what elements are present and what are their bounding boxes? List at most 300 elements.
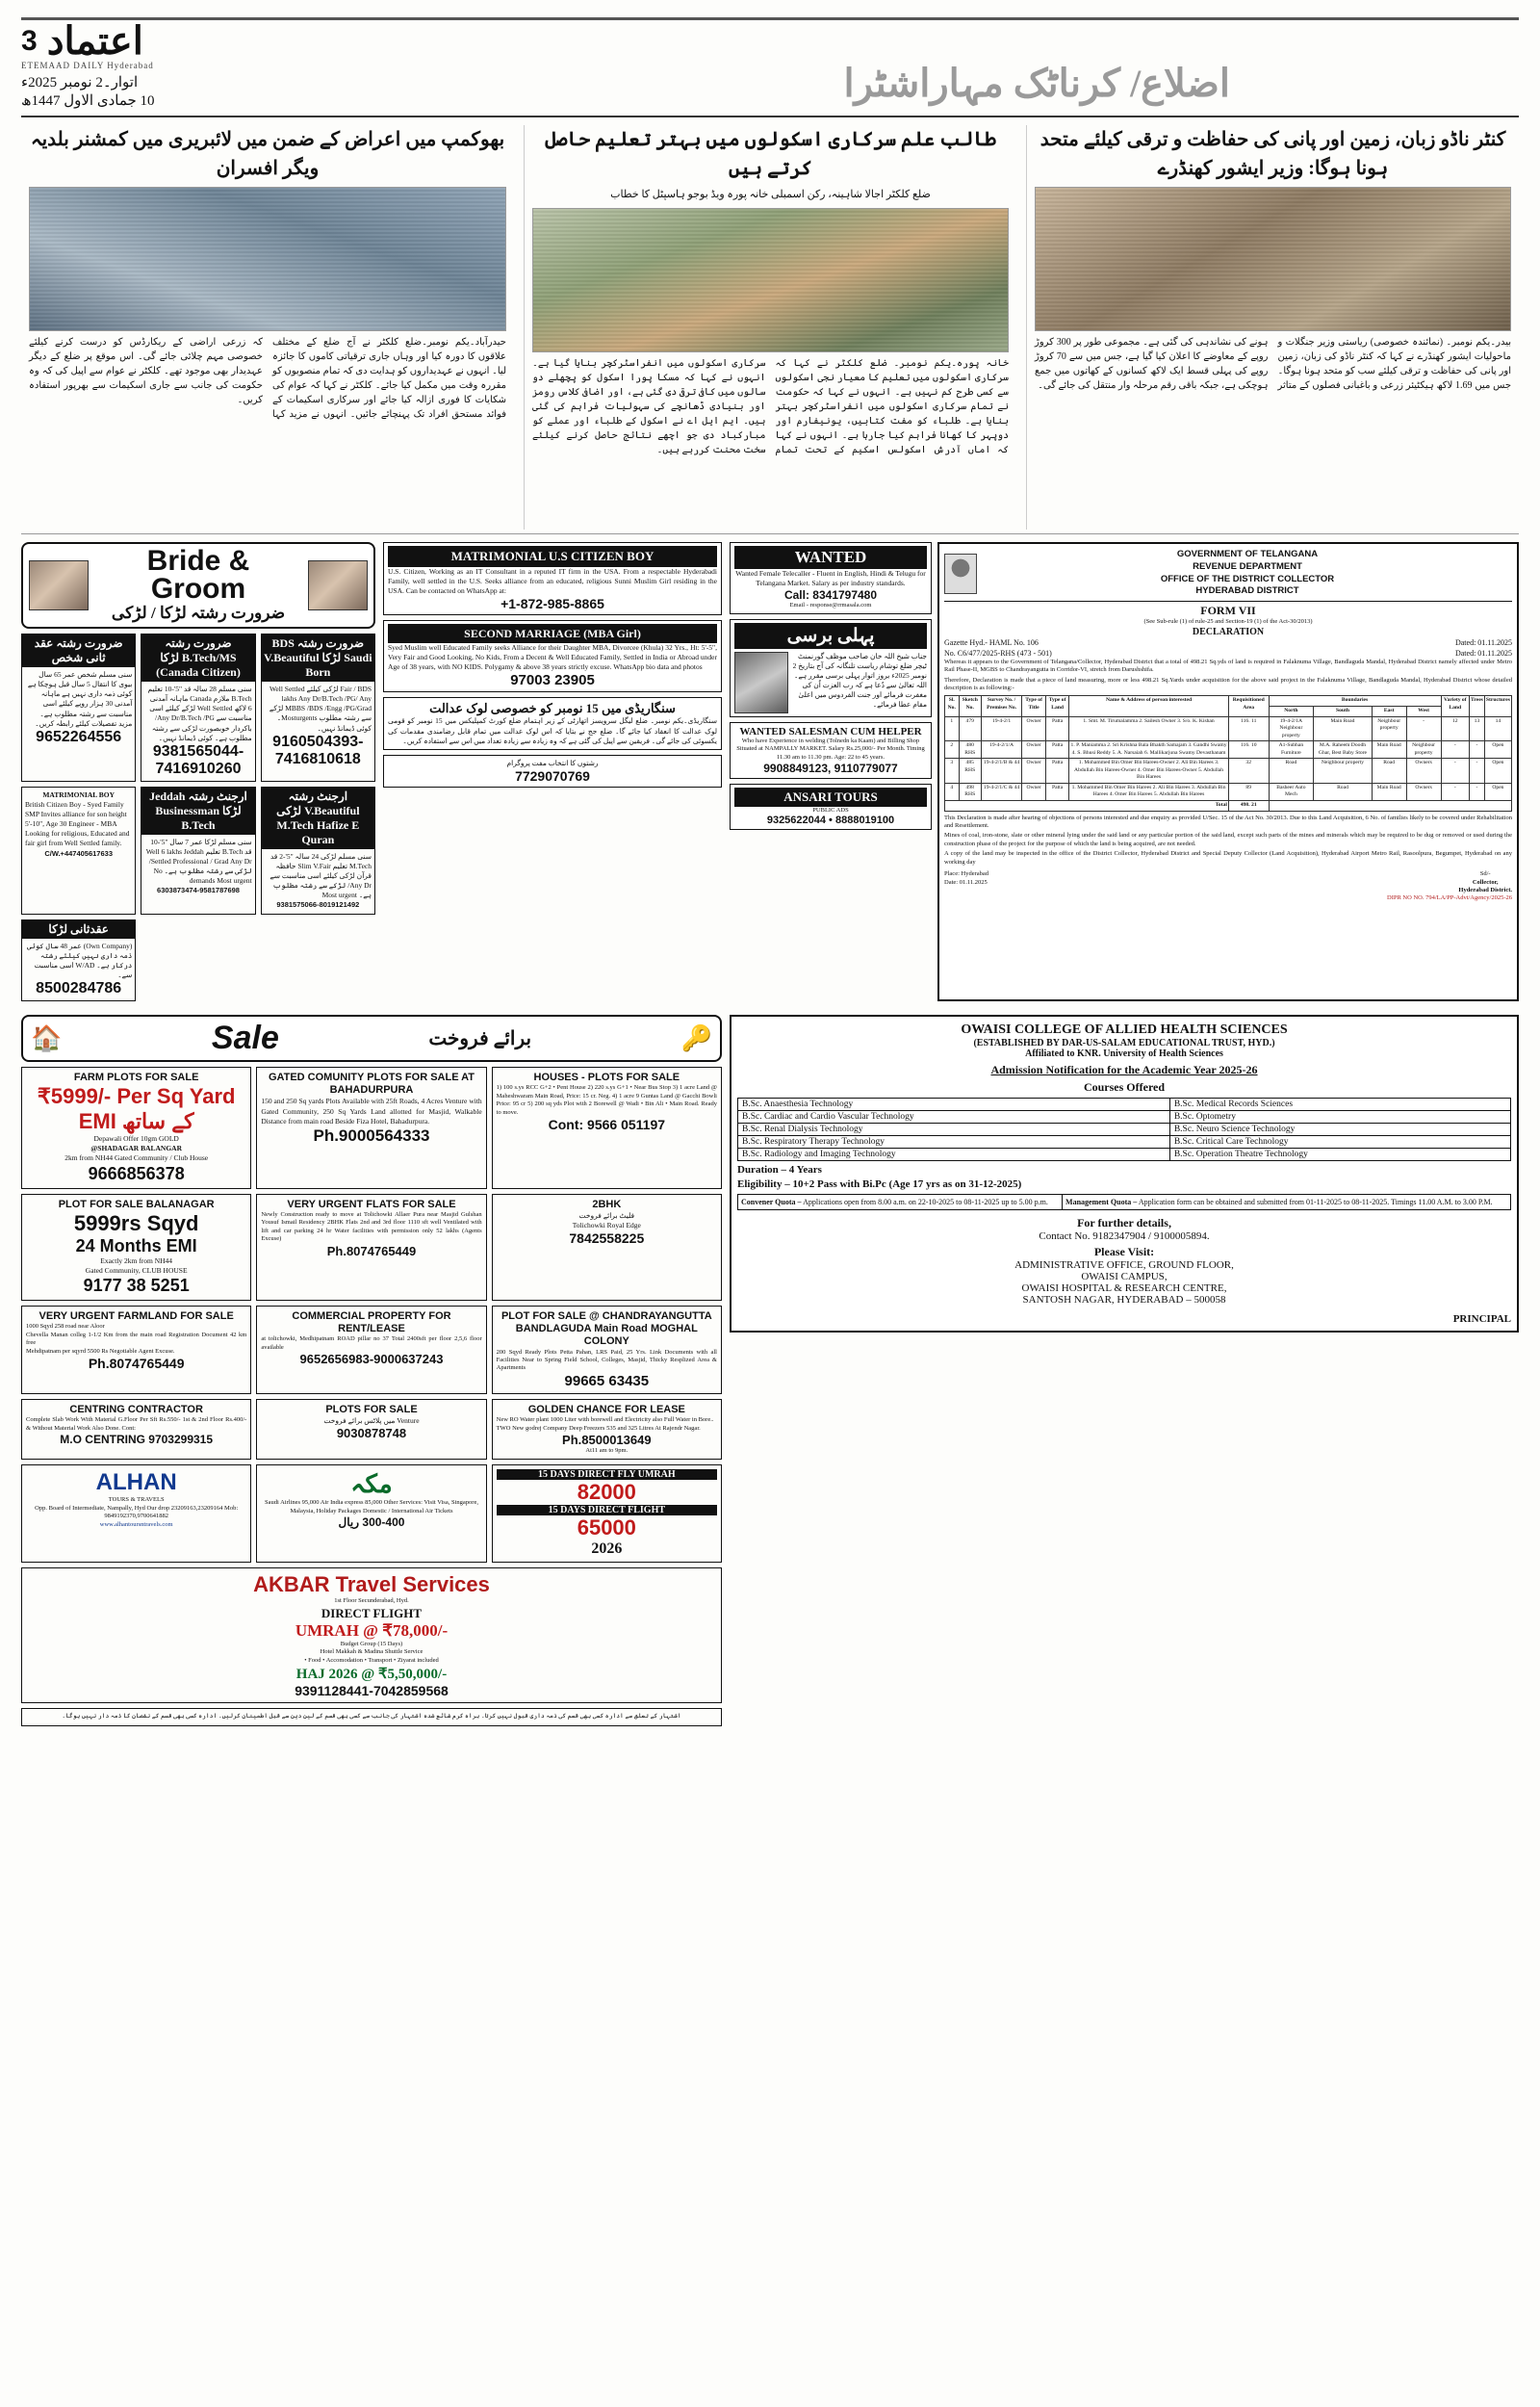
us-citizen-ad[interactable] — [383, 542, 722, 615]
news-photo — [29, 187, 506, 331]
course-right: B.Sc. Operation Theatre Technology — [1169, 1149, 1510, 1161]
ad-body: فلیٹ برائے فروخت — [578, 1210, 635, 1220]
total-label: Total — [945, 801, 1229, 812]
cell-south: M.A. Raheem Doodh Ghar, Best Baby Store — [1314, 741, 1372, 759]
ad-title: MATRIMONIAL BOY — [42, 789, 115, 799]
matrimonial-ad-grid — [21, 634, 375, 1001]
ad-body2: Chevella Manan colleg 1-1/2 Km from the main road Registration Document 42 km free — [26, 1331, 247, 1347]
signature-sd: Sd/- — [1479, 870, 1491, 878]
cell-survey: 19-4-2/1 — [981, 716, 1021, 741]
property-section — [21, 1009, 722, 1726]
quota-row — [738, 1195, 1511, 1210]
cell-structures: Open — [1484, 759, 1511, 784]
ad-phone[interactable]: 99665 63435 — [564, 1372, 650, 1389]
ad-title: ارجنٹ رشتہ Jeddah لڑکا Businessman B.Tech — [141, 788, 254, 835]
bride-groom-title-en: Bride & Groom — [146, 545, 250, 605]
ad-title: VERY URGENT FLATS FOR SALE — [287, 1198, 456, 1210]
alhan-travel-ad[interactable] — [21, 1464, 251, 1563]
ad-line3: Budget Group (15 Days) — [340, 1640, 403, 1647]
course-right: B.Sc. Medical Records Sciences — [1169, 1099, 1510, 1111]
course-right: B.Sc. Critical Care Technology — [1169, 1136, 1510, 1149]
course-row — [738, 1099, 1511, 1111]
college-address-4: SANTOSH NAGAR, HYDERABAD – 500058 — [1022, 1294, 1226, 1306]
cell-sketch: 479 — [959, 716, 981, 741]
ad-subtitle: 1st Floor Secunderabad, Hyd. — [334, 1597, 409, 1605]
lower-section — [21, 1009, 1519, 1726]
gazette-date: Dated: 01.11.2025 — [1454, 637, 1512, 647]
cell-area: 32 — [1228, 759, 1269, 784]
col-structures: Structures — [1484, 696, 1511, 716]
ad-body: سنی مسلم 28 سالہ قد "5'-10 تعلیم B.Tech ملازم Canada ماہانہ آمدنی 6 لاکھ Well Settled لڑکے کیلئے اسی مناسبت سے Any Dr/B.Tech /PG/ باکردار خوبصورت لڑکی سے رشتہ مطلوب ہے۔ کوئی ڈیمانڈ نہیں۔ — [147, 685, 252, 742]
ad-subtitle: PUBLIC ADS — [812, 807, 849, 814]
ad-phone[interactable]: 7729070769 — [515, 767, 590, 784]
cell-sl: 1 — [945, 716, 960, 741]
cell-trees: - — [1470, 783, 1485, 800]
bride-groom-text — [96, 545, 300, 623]
col-variety: Variety of Land — [1441, 696, 1469, 716]
ad-phone[interactable]: 9652264556 — [36, 728, 122, 745]
property-ad[interactable] — [492, 1194, 722, 1301]
table-row — [945, 716, 1512, 741]
section-title: اضلاع/ کرناٹک مہاراشٹرا — [843, 62, 1230, 105]
news-photo — [532, 208, 1009, 352]
ad-title: عقدثانی لڑکا — [22, 920, 135, 939]
admission-notification: Admission Notification for the Academic Year 2025-26 — [990, 1063, 1258, 1076]
ad-website[interactable]: www.alhantoursntravels.com — [99, 1520, 173, 1528]
signature-designation: Collector, — [1472, 878, 1499, 886]
ad-phone[interactable]: 9381575066-8019121492 — [276, 900, 360, 910]
umrah-offer-ad[interactable] — [492, 1464, 722, 1563]
property-ad[interactable] — [256, 1306, 486, 1394]
disclaimer-box — [21, 1708, 722, 1725]
courses-table — [737, 1098, 1511, 1161]
bride-groom-banner — [21, 542, 375, 629]
total-empty — [1269, 801, 1511, 812]
notice-date: Dated: 01.11.2025 — [1454, 648, 1512, 658]
cell-variety: - — [1441, 783, 1469, 800]
cell-south: Road — [1314, 783, 1372, 800]
cell-variety: - — [1441, 741, 1469, 759]
ad-body: British Citizen Boy - Syed Family SMP Invites alliance for son height 5'-10", Age 30 Engineer - MBA Looking for religious, Educated and fair girl from Well Settled family. — [25, 799, 130, 848]
college-affiliation: Affiliated to KNR. University of Health Sciences — [1025, 1048, 1223, 1059]
ad-phone[interactable]: Ph.8074765449 — [326, 1243, 417, 1258]
course-left: B.Sc. Cardiac and Cardio Vascular Technology — [738, 1111, 1170, 1124]
declaration-label: DECLARATION — [1192, 626, 1265, 637]
cell-east: Neighbour property — [1372, 716, 1406, 741]
govt-para-1: Whereas it appears to the Government of Telangana/Collector, Hyderabad District that a total of 498.21 Sq.yds of land is required in Falaknuma Village, Bandlaguda Mandal, Hyderabad District namely affected under Metro Rail Phase-II, MGBS to Chandrayangutta in Corridor-VI, stretch from Darushshifa. — [944, 658, 1512, 674]
travel-ads-grid — [21, 1464, 722, 1563]
ad-email[interactable]: Email - response@rrmasala.com — [789, 602, 872, 609]
ad-phone[interactable]: 9391128441-7042859568 — [295, 1683, 449, 1699]
news-subheadline: ضلع کلکٹر اجالا شاہینہ، رکن اسمبلی خانہ پورہ ویڈ بوجو ہاسپٹل کا خطاب — [610, 189, 931, 200]
cell-south: Neighbour property — [1314, 759, 1372, 784]
ad-body: New RO Water plant 1000 Liter with borewell and Electricity also Full Water in Bore.. — [496, 1416, 714, 1424]
ad-subtitle: TOURS & TRAVELS — [108, 1496, 165, 1504]
col-east: East — [1372, 706, 1406, 716]
ad-phone[interactable]: 9908849123, 9110779077 — [763, 762, 898, 775]
owaisi-college-ad[interactable] — [730, 1015, 1519, 1333]
cell-trees: - — [1470, 741, 1485, 759]
cell-survey: 19-4-2/1/C & 44 — [981, 783, 1021, 800]
cell-person: 1. Smt. M. Tirumalamma 2. Sailesh Owner 3. S/o. K. Kishan — [1069, 716, 1229, 741]
ad-title: ضرورت رشتہ B.Tech/MS لڑکا (Canada Citizen) — [141, 634, 254, 682]
wanted-telecaller-ad[interactable] — [730, 542, 932, 614]
matrimonial-ad[interactable] — [261, 787, 375, 915]
ad-phone[interactable]: 9666856378 — [88, 1163, 185, 1183]
ad-line3: @SHADAGAR BALANGAR — [90, 1144, 183, 1153]
ad-phone[interactable]: 9652656983-9000637243 — [299, 1352, 444, 1367]
offer-price-2: 65000 — [577, 1515, 636, 1540]
table-total-row — [945, 801, 1512, 812]
property-ad[interactable] — [492, 1306, 722, 1394]
cell-trees: 13 — [1470, 716, 1485, 741]
college-contact[interactable]: Contact No. 9182347904 / 9100005894. — [1039, 1230, 1210, 1242]
college-eligibility: Eligibility – 10+2 Pass with Bi.Pc (Age 17 yrs as on 31-12-2025) — [737, 1178, 1022, 1190]
property-ad[interactable] — [21, 1399, 251, 1461]
house-icon: 🏠 — [31, 1023, 63, 1052]
court-notice — [383, 697, 722, 749]
cell-area: 89 — [1228, 783, 1269, 800]
course-left: B.Sc. Anaesthesia Technology — [738, 1099, 1170, 1111]
news-body — [532, 356, 1009, 457]
col-land-type: Type of Land — [1045, 696, 1068, 716]
ad-brand: AKBAR Travel Services — [253, 1572, 490, 1597]
news-column-center — [524, 125, 1016, 530]
ad-body: Saudi Airlines 95,000 Air India express 85,000 Other Services: Visit Visa, Singapore, Malaysia, Holiday Packages Domestic / International Air Tickets — [265, 1499, 478, 1514]
news-body-part2: جس میں 1.69 لاکھ ہیکٹیئر زرعی و باغبانی فصلوں کے متاثر ہونے کی نشاندہی کی گئی ہے۔ مجموعی طور پر 300 کروڑ روپے کے معاوضے کا اعلان کیا گیا ہے، جس میں سے 70 کروڑ روپے کی پہلی قسط ایک لاکھ کسانوں کے کھاتوں میں جمع ہوچکی ہے، جبکہ باقی رقم مرحلہ وار منتقل کی جائے گی۔ — [1035, 337, 1511, 391]
col-north: North — [1269, 706, 1314, 716]
ad-phone[interactable]: Ph.8500013649 — [562, 1432, 652, 1447]
ad-price: 5999rs Sqyd — [73, 1210, 199, 1235]
ad-title: HOUSES - PLOTS FOR SALE — [533, 1072, 680, 1083]
ad-line1: DIRECT FLIGHT — [321, 1605, 423, 1620]
govt-line-1: GOVERNMENT OF TELANGANA — [1176, 549, 1319, 559]
government-notice — [937, 542, 1519, 1001]
ad-body: 1000 Sqyd 258 road near Aloor — [26, 1323, 105, 1331]
please-visit: Please Visit: — [1093, 1245, 1155, 1258]
ad-phone[interactable]: 8500284786 — [36, 980, 122, 996]
ad-price: ₹5999/- Per Sq Yard EMI کے ساتھ — [37, 1084, 236, 1134]
property-ad[interactable] — [256, 1067, 486, 1189]
property-ads-grid — [21, 1067, 722, 1460]
ad-phone[interactable]: Cont: 9566 051197 — [548, 1116, 666, 1132]
table-row — [945, 783, 1512, 800]
cell-title: Owner — [1022, 741, 1046, 759]
ad-title: 2BHK — [592, 1198, 622, 1210]
notice-number-row — [944, 648, 1512, 659]
property-ad[interactable] — [21, 1194, 251, 1301]
offer-title-1: 15 DAYS DIRECT FLY UMRAH — [497, 1469, 717, 1480]
course-row — [738, 1149, 1511, 1161]
college-duration: Duration – 4 Years — [737, 1164, 822, 1176]
cell-person: 1. Mohammed Bin Omer Bin Harees 2. Ali Bin Harees 3. Abdullah Bin Harees 4. Omer Bin Harees 5. Abdullah Bin Harees — [1069, 783, 1229, 800]
ad-phone[interactable]: 9030878748 — [336, 1426, 407, 1441]
ad-title: ضرورت رشتہ BDS Saudi لڑکا V.Beautiful Born — [262, 634, 374, 682]
col-sl: Sl. No. — [945, 696, 960, 716]
memorial-ad — [730, 619, 932, 717]
course-row — [738, 1111, 1511, 1124]
groom-photo — [308, 560, 368, 610]
ad-title: PLOT FOR SALE @ CHANDRAYANGUTTA BANDLAGUDA Main Road MOGHAL COLONY — [500, 1310, 712, 1348]
col-area: Requisitioned Area — [1228, 696, 1269, 716]
cell-sketch: 485 RHS — [959, 759, 981, 784]
matrimonial-ad[interactable] — [141, 634, 255, 782]
cell-title: Owner — [1022, 783, 1046, 800]
government-emblem-icon — [944, 554, 977, 594]
cell-west: Owners — [1406, 783, 1441, 800]
news-body-part2: انہوں نے مزید کہا کہ زرعی اراضی کے ریکارڈس کو درست کرنے کیلئے خصوصی مہم چلائی جائے گی۔ اس موقع پر ضلع کے دیگر عہدیدار بھی موجود تھے۔ کلکٹر نے عوام سے اپیل کی کہ وہ حکومت کی جانب سے جاری اسکیمات سے بھرپور استفادہ کریں۔ — [29, 337, 346, 420]
news-column-right — [21, 125, 514, 530]
offer-price-1: 82000 — [577, 1480, 636, 1505]
property-ad[interactable] — [492, 1067, 722, 1189]
matrimonial-ad[interactable] — [141, 787, 255, 915]
property-ad[interactable] — [21, 1306, 251, 1394]
ad-title: FARM PLOTS FOR SALE — [73, 1072, 199, 1083]
news-headline: طالب علم سرکاری اسکولوں میں بہتر تعلیم حاصل کرتے ہیں — [545, 129, 996, 179]
property-ad[interactable] — [256, 1194, 486, 1301]
cell-land: Patta — [1045, 741, 1068, 759]
ad-haj-price: HAJ 2026 @ ₹5,50,000/- — [295, 1667, 448, 1683]
cell-east: Main Road — [1372, 741, 1406, 759]
ad-title: GOLDEN CHANCE FOR LEASE — [527, 1403, 685, 1415]
further-details: For further details, — [1077, 1216, 1171, 1229]
ad-phone[interactable]: M.O CENTRING 9703299315 — [60, 1432, 214, 1446]
ad-title: ضرورت رشتہ عقد ثانی شخص — [22, 634, 135, 667]
memorial-title: پہلی برسی — [734, 623, 927, 649]
cell-survey: 19-4-2/1/A — [981, 741, 1021, 759]
college-address-3: OWAISI HOSPITAL & RESEARCH CENTRE, — [1021, 1282, 1227, 1294]
ad-title: MATRIMONIAL U.S CITIZEN BOY — [388, 546, 717, 567]
ad-phone[interactable]: 7842558225 — [569, 1230, 645, 1246]
col-west: West — [1406, 706, 1441, 716]
govt-para-2: Therefore, Declaration is made that a piece of land measuring, more or less 498.21 Sq.Yards under acquisition for the above said project in the Falaknuma Village, Bandlaguda Mandal, Hyderabad District whose detailed description is as following:- — [944, 676, 1512, 691]
matrimonial-ad[interactable] — [261, 634, 375, 782]
ad-title: COMMERCIAL PROPERTY FOR RENT/LEASE — [292, 1310, 451, 1335]
ad-title: WANTED — [734, 546, 927, 569]
matrimonial-ad[interactable] — [21, 919, 136, 1002]
news-body — [29, 335, 506, 422]
ad-body: Newly Construction ready to move at Tolichowki Allaer Pura near Masjid Gulshan Yousuf Ismail Residency 2BHK Flats 2nd and 3rd floor 1110 sft well Ventilated with lift and car parking 24 hr Water facilities with permission only 52 lakhs (Agents Excuse) — [261, 1210, 482, 1243]
management-quota-cell — [1063, 1195, 1511, 1210]
cell-north: Road — [1269, 759, 1314, 784]
ad-line3: Exactly 2km from NH44 — [100, 1255, 173, 1265]
college-established: (ESTABLISHED BY DAR-US-SALAM EDUCATIONAL TRUST, HYD.) — [973, 1038, 1275, 1048]
cell-area: 116. 11 — [1228, 716, 1269, 741]
ad-body: 1) 100 s.ys RCC G+2 • Pent House 2) 220 s.ys G+1 • Near Bus Stop 3) 1 acre Land @ Maheshwaram Main Road, Price: 15 cr. Neg. 4) 1 acre 9 Guntas Land @ Gacchi Bowli Price: 95 cr 5) 200 sq yds Plot with 2 Borewell @ Wadi • Bin Ali • Main Road. Ready to move. — [496, 1084, 717, 1116]
property-ad[interactable] — [21, 1067, 251, 1189]
akbar-travel-ad[interactable] — [21, 1567, 722, 1703]
govt-footer-1: This Declaration is made after hearing of objections of persons interested and due enquiry as provided U/Sec. 15 of the Act No. 30/2013. Due to this Land Acquisition, 6 No. of families likely to be covered under Rehabilitation and Resettlement. — [944, 814, 1512, 829]
news-body-part2: انہوں نے کہا کہ اماں آدرش اسکولس اسکیم کے تحت تمام سرکاری اسکولوں میں انفراسٹرکچر بنایا گیا ہے۔ انہوں نے کہا کہ مسکا پورا اسکول کو پچھلے دو سالوں میں کافی ترقی دی گئی ہے، اور اضافی کلاس رومز اور بنیادی ڈھانچے کی سہولیات فراہم کی گئی ہیں۔ ایم ایل اے نے اسکول کے طلباء اور عملے کو مبارکباد دی جو اچھے نتائج حاصل کرنے کیلئے سخت محنت کررہے ہیں۔ — [532, 357, 1009, 455]
ad-phone[interactable]: C/W.+447405617633 — [44, 848, 113, 858]
cell-sl: 3 — [945, 759, 960, 784]
ad-body: Who have Experience in welding (Tolnedn ka Kaam) and Billing Shop Situated at NAMPALLY MARKET. Salary Rs.25,000/- Per Month. Timing 11.30 am to 11.30 pm. Age: 22 to 45 years. — [736, 737, 925, 761]
ad-phone[interactable]: 6303873474-9581787698 — [157, 886, 240, 895]
ad-phone[interactable]: 9325622044 • 8888019100 — [766, 815, 895, 827]
ad-body: Wanted Female Telecaller - Fluent in English, Hindi & Telugu for Telangana Market. Salary as per industry standards. — [735, 569, 926, 588]
course-right: B.Sc. Optometry — [1169, 1111, 1510, 1124]
ad-phone[interactable]: Call: 8341797480 — [783, 588, 878, 603]
form-title: FORM VII — [1200, 604, 1256, 618]
govt-footer-3: A copy of the land may be inspected in the office of the District Collector, Hyderabad District and Special Deputy Collector (Land Acquisition), Hyderabad Airport Metro Rail, Rasoolpura, Begumpet, Hyderabad on any working day — [944, 850, 1512, 866]
page-number: 3 — [21, 25, 38, 57]
sale-title-en: Sale — [211, 1020, 279, 1056]
cell-west: Owners — [1406, 759, 1441, 784]
makkah-travel-ad[interactable] — [256, 1464, 486, 1563]
management-label: Management Quota – — [1065, 1198, 1138, 1206]
center-ads-column — [383, 542, 722, 1001]
property-ad[interactable] — [492, 1399, 722, 1461]
ad-body: سنی مسلم لڑکا عمر 7 سال "5'-10 قد B.Tech تعلیم Well 6 lakhs Jeddah Settled Professional / Grad Any Dr/ لڑکی سے رشتہ مطلوب ہے۔ No demands Most urgent — [145, 837, 252, 886]
ad-phone[interactable]: 9160504393-7416810618 — [272, 733, 364, 767]
cell-west: - — [1406, 716, 1441, 741]
signature-district: Hyderabad District. — [1458, 887, 1512, 894]
cell-sl: 2 — [945, 741, 960, 759]
wanted-salesman-ad[interactable] — [730, 722, 932, 779]
masthead-logo-row — [21, 19, 143, 63]
ad-title: ارجنٹ رشتہ V.Beautiful لڑکی M.Tech Hafize E Quran — [262, 788, 374, 849]
principal-signature: PRINCIPAL — [1452, 1313, 1511, 1325]
govt-footer-2: Mines of coal, iron-stone, slate or other mineral lying under the said land or any particular portion of the said land, except such parts of the mines and minerals which may be required to be dug or removed or used during the construction phase of the project for the purpose of which the land is being acquired, are not needed. — [944, 832, 1512, 847]
notice-title: سنگاریڈی میں 15 نومبر کو خصوصی لوک عدالت — [429, 701, 676, 716]
top-news-grid — [21, 125, 1519, 530]
sale-banner — [21, 1015, 722, 1062]
ad-body: 150 and 250 Sq yards Plots Available with 25ft Roads, 4 Acres Venture with Gated Community, 250 Sq Yards Land allotted for Masjid, Walkable Distance from main road Beside Fiza Hotel, Bahadurpura. — [261, 1097, 482, 1126]
ad-phone[interactable]: Ph.9000564333 — [313, 1126, 430, 1145]
newspaper-logo: اعتماد — [46, 19, 143, 63]
matrimonial-section — [21, 542, 375, 1001]
right-ads-column — [730, 542, 1519, 1001]
ad-timing: At11 am to 9pm. — [585, 1446, 629, 1454]
course-left: B.Sc. Radiology and Imaging Technology — [738, 1149, 1170, 1161]
gazette-row — [944, 637, 1512, 648]
cell-variety: 12 — [1441, 716, 1469, 741]
cell-sketch: 480 RHS — [959, 741, 981, 759]
course-row — [738, 1136, 1511, 1149]
offer-year: 2026 — [591, 1540, 623, 1558]
ad-title: WANTED SALESMAN CUM HELPER — [739, 725, 922, 738]
news-body-part1: بیدر۔یکم نومبر۔ (نمائندہ خصوصی) ریاستی وزیر جنگلات و ماحولیات ایشور کھنڈرے نے کہا کہ کنٹر ناڈو کی زبان، زمین اور پانی کی حفاظت و ترقی کیلئے سب کو متحد ہونا ہوگا۔ — [1277, 337, 1511, 376]
table-row — [945, 759, 1512, 784]
convener-label: Convener Quota – — [741, 1198, 802, 1206]
course-left: B.Sc. Respiratory Therapy Technology — [738, 1136, 1170, 1149]
ad-phone[interactable]: 9381565044-7416910260 — [152, 742, 244, 777]
cell-variety: - — [1441, 759, 1469, 784]
ad-body: Syed Muslim well Educated Family seeks Alliance for their Daughter MBA, Divorcee (Khula) 32 Yrs., Ht: 5'-5", Very Fair and Good Looking, No Kids, From a Decent & Well Educated Family, Settled in India or Abroad under Age of 38 years, with NO KIDS. Polygamy & above 38 years strictly excuse. WhatsApp bio data and photos — [388, 643, 717, 672]
ad-umrah-price: UMRAH @ ₹78,000/- — [295, 1620, 449, 1640]
ad-line2: Tolichowki Royal Edge — [572, 1220, 641, 1229]
cell-south: Main Road — [1314, 716, 1372, 741]
college-section — [730, 1009, 1519, 1726]
ad-body: Venture میں پلاٹس برائے فروخت — [323, 1416, 420, 1426]
ad-body: سنی مسلم شخص عمر 65 سال بیوی کا انتقال 5 سال قبل ہوچکا ہے کوئی ذمہ داری نہیں ہے ماہانہ آمدنی 30 ہزار روپے کیلئے اسی مناسبت سے رشتہ مطلوب ہے۔ مزید تفصیلات کیلئے رابطہ کریں۔ — [27, 670, 133, 728]
news-body-part1: خانہ پورہ۔یکم نومبر۔ ضلع کلکٹر نے کہا کہ سرکاری اسکولوں میں تعلیم کا معیار نجی اسکولوں سے کسی طرح کم نہیں ہے۔ انہوں نے کہا کہ حکومت نے تمام سرکاری اسکولوں میں انفراسٹرکچر بہتر بنایا ہے۔ طلباء کو مفت کتابیں، یونیفارم اور دوپہر کا کھانا فراہم کیا جارہا ہے۔ — [775, 357, 1010, 441]
course-row — [738, 1124, 1511, 1136]
ad-body2: TWO New godrej Company Deep Freezers 535 and 325 Litres At Rajendr Nagar. — [496, 1424, 701, 1432]
govt-place-date — [944, 870, 988, 894]
news-headline: بھوکمپ میں اعراض کے ضمن میں لائبریری میں کمشنر بلدیہ ویگر افسران — [30, 129, 505, 179]
ad-phone[interactable]: 9177 38 5251 — [83, 1276, 190, 1295]
convener-quota-cell — [738, 1195, 1063, 1210]
ad-phone[interactable]: Ph.8074765449 — [88, 1355, 185, 1371]
govt-place: Place: Hyderabad — [944, 870, 989, 878]
lottery-ad[interactable] — [383, 755, 722, 788]
col-person: Name & Address of person interested — [1069, 696, 1229, 716]
gazette-number: Gazette Hyd.- HAML No. 106 — [944, 637, 1039, 647]
cell-sl: 4 — [945, 783, 960, 800]
ad-title: SECOND MARRIAGE (MBA Girl) — [388, 624, 717, 643]
ad-title: PLOT FOR SALE BALANAGAR — [58, 1198, 215, 1210]
masthead — [21, 17, 1519, 110]
course-right: B.Sc. Neuro Science Technology — [1169, 1124, 1510, 1136]
news-body — [1035, 335, 1511, 393]
matrimonial-ad[interactable] — [21, 787, 136, 915]
form-subtitle: (See Sub-rule (1) of rule-25 and Section-19 (1) of the Act-30/2013) — [1143, 618, 1313, 626]
bride-groom-title-ur: ضرورت رشتہ لڑکا / لڑکی — [111, 604, 286, 622]
memorial-body: جناب شیخ اللہ خان صاحب موظف گورنمنٹ ٹیچر ضلع توشام ریاست تلنگانہ کی آج بتاریخ 2 نومبر 2025ء بروز اتوار پہلی برسی مقرر ہے۔ اللہ تعالیٰ سے دُعا ہے کہ رب العزت اُن کی مغفرت فرمائے اور جنت الفردوس میں اعلیٰ مقام عطا فرمائے۔ — [792, 651, 927, 710]
footer-disclaimer: اشتہار کے تعلق سے ادارہ کسی بھی قسم کی ذمہ داری قبول نہیں کرتا۔ براہ کرم شائع شدہ اشتہار کی جانب سے کسی بھی قسم کے لین دین سے قبل اطمینان کرلیں۔ ادارہ کسی بھی قسم کے نقصان کا ذمہ دار نہیں ہوگا۔ — [62, 1713, 681, 1721]
news-headline: کنٹر ناڈو زبان، زمین اور پانی کی حفاظت و ترقی کیلئے متحد ہونا ہوگا: وزیر ایشور کھنڈرے — [1040, 129, 1506, 179]
ad-phone[interactable]: 97003 23905 — [510, 672, 595, 689]
govt-line-4: HYDERABAD DISTRICT — [1195, 585, 1299, 597]
govt-header-text — [983, 549, 1512, 598]
hijri-date: 10 جمادی الاول 1447ھ — [21, 93, 155, 109]
cell-sketch: 498 RHS — [959, 783, 981, 800]
courses-heading: Courses Offered — [1083, 1080, 1166, 1094]
cell-north: 19-4-2/1A Neighbour property — [1269, 716, 1314, 741]
col-sketch: Sketch No. — [959, 696, 981, 716]
col-boundaries: Boundaries — [1269, 696, 1441, 707]
wanted-ads-column — [730, 542, 932, 1001]
ad-line2: Depawali Offer 10gm GOLD — [93, 1134, 179, 1144]
col-survey: Survey No. / Premises No. — [981, 696, 1021, 716]
publication-date: اتوار۔2 نومبر 2025ء — [21, 75, 139, 91]
cell-structures: 14 — [1484, 716, 1511, 741]
govt-line-2: REVENUE DEPARTMENT — [1193, 560, 1302, 572]
ad-body: U.S. Citizen, Working as an IT Consultant in a reputed IT firm in the USA. From a respectable Hyderabadi Family, well settled in the U.S. Seeks alliance from an educated, religious Sunni Muslim Girl residing in the USA. Can be contacted on WhatsApp at: — [388, 566, 717, 595]
ad-body: at tolichowki, Medhipatnam ROAD pillar no 37 Total 2400sft per floor 2,5,6 floor available — [261, 1335, 482, 1351]
ad-emi: 24 Months EMI — [75, 1235, 197, 1255]
cell-survey: 19-4-2/1/B & 44 — [981, 759, 1021, 784]
col-trees: Trees — [1470, 696, 1485, 716]
masthead-divider — [21, 116, 1519, 117]
cell-structures: Open — [1484, 783, 1511, 800]
table-header-row — [945, 696, 1512, 707]
cell-east: Road — [1372, 759, 1406, 784]
ad-body: Fair / BDS لڑکی کیلئے Well Settled lakhs Any Dr/B.Tech /PG/ Any MBBS /BDS /Engg /PG/Grad لڑکے سے رشتہ مطلوب Mosturgents۔ کوئی ڈیمانڈ نہیں۔ — [269, 685, 372, 733]
ad-body3: Mehdipatnam per sqyrd 5500 Rs Negotiable Agent Excuse. — [26, 1347, 175, 1355]
news-divider — [21, 533, 1519, 534]
notice-body: سنگاریڈی۔یکم نومبر۔ ضلع لیگل سرویسز اتھارٹی کے زیر اہتمام ضلع کورٹ کمپلیکس میں 15 نومبر کو قومی لوک عدالت کا انعقاد کیا جائے گا۔ ضلع جج نے بتایا کہ اس لوک عدالت میں تمام قابل رضامندی مقدمات کی یکسوئی کی جائے گی۔ فریقین سے اپیل کی گئی ہے کہ وہ زیادہ سے زیادہ تعداد میں اس سے استفادہ کریں۔ — [388, 716, 717, 745]
second-marriage-ad[interactable] — [383, 620, 722, 693]
ansari-tours-ad[interactable] — [730, 784, 932, 830]
newspaper-logo-subtitle: ETEMAAD DAILY Hyderabad — [21, 61, 154, 70]
course-left: B.Sc. Renal Dialysis Technology — [738, 1124, 1170, 1136]
govt-line-3: OFFICE OF THE DISTRICT COLLECTOR — [1160, 573, 1335, 584]
ad-phone[interactable]: +1-872-985-8865 — [500, 595, 604, 611]
property-ad[interactable] — [256, 1399, 486, 1461]
cell-land: Patta — [1045, 783, 1068, 800]
matrimonial-ad[interactable] — [21, 634, 136, 782]
ad-brand: ANSARI TOURS — [734, 788, 927, 807]
ad-brand: مکہ — [350, 1469, 393, 1499]
cell-land: Patta — [1045, 759, 1068, 784]
key-icon: 🔑 — [680, 1023, 712, 1052]
ad-line5: • Food • Accomodation • Transport • Ziyarat included — [304, 1656, 439, 1664]
ad-body: (Own Company) عمر 48 سال کوئی ذمہ داری نہیں کیلئے رشتہ درکار ہے۔ W/AD اسی مناسبت سے۔ — [26, 941, 133, 979]
cell-trees: - — [1470, 759, 1485, 784]
govt-signature — [1458, 870, 1512, 894]
